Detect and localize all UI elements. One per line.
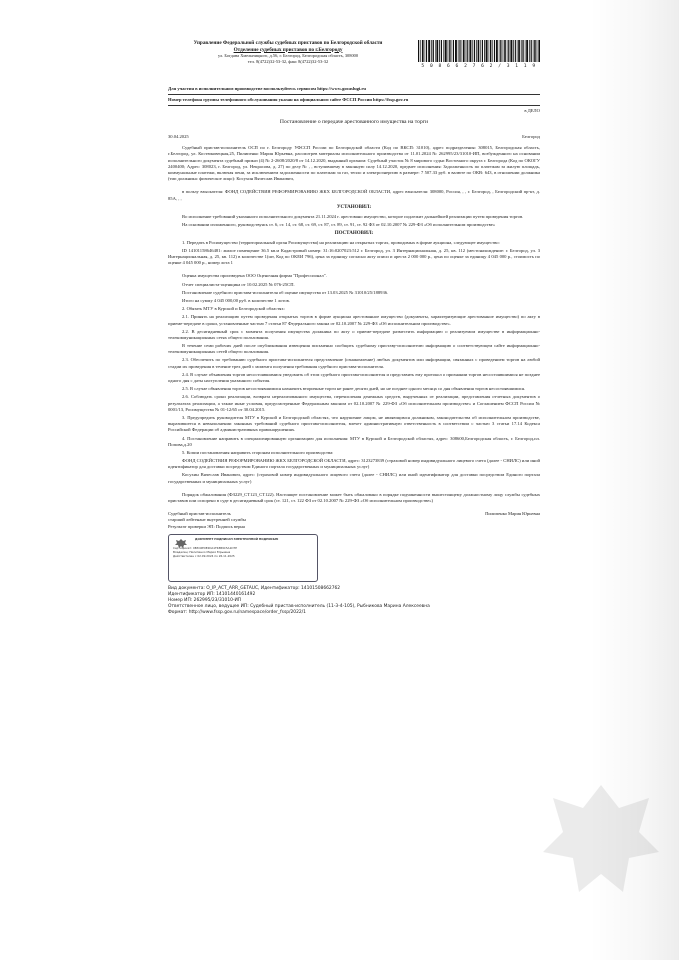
- clause-1: 1. Передать в Росимущество (территориальный орган Росимущества) на реализацию на открытых торгах, проводимых в форме аукциона, следующее имущество:: [182, 239, 500, 245]
- divider: [168, 105, 540, 106]
- signature-check: Результат проверки ЭП: Подпись верна: [168, 523, 245, 529]
- document-title: Постановление о передаче арестованного имущества на торги: [279, 118, 429, 125]
- document-city: Белгород: [522, 134, 540, 140]
- coat-of-arms-icon: [173, 538, 189, 550]
- letterhead: [168, 40, 537, 84]
- clause-2-2b: В течение семи рабочих дней после опубликования извещения письменно сообщить судебному приставу-исполнителю информацию о соответствующем сайте информационно-телекоммуникационных сетей общего пользования.: [168, 343, 540, 355]
- footer-format: Формат: http://www.fssp.gov.ru/namespace/order_fssp/2022/1: [168, 609, 306, 615]
- to-case-mark: в ДЕЛО: [524, 108, 540, 114]
- document-footer: [168, 586, 540, 616]
- acceptance-line: Постановление судебного пристава-исполнителя об оценке имущества от 13.03.2025 № 31010/25/188936.: [182, 289, 389, 295]
- dept-name: Отделение судебных приставов по г.Белгороду: [233, 46, 343, 53]
- resolved-heading: ПОСТАНОВИЛ:: [334, 230, 374, 236]
- report-line: Отчет специалиста-оценщика от 10.02.2025 № 076-25СП.: [182, 281, 295, 287]
- hotline-notice: Номер телефона группы телефонного обслуживания указан на официальном сайте ФССП России https://fssp.gov.ru: [168, 97, 409, 103]
- stamp-lines: [173, 547, 313, 558]
- barcode-icon: [418, 40, 540, 62]
- clause-4: 4. Постановление направить в специализированную организацию для исполнения: МТУ в Курской и Белгородской областях, адрес: 308600,Белгородская область, г. Белгород,пл. Попова,д.20: [168, 435, 540, 447]
- creditor-paragraph: в пользу взыскателя: ФОНД СОДЕЙСТВИЯ РЕФОРМИРОВАНИЮ ЖКХ БЕЛГОРОДСКОЙ ОБЛАСТИ, адрес взыскателя: 308000, Россия, , , г. Белгород, , Белгородский пр-кт, д. 85А, , ,: [168, 189, 540, 201]
- footer-id: Идентификатор ИП: 14101440161492: [168, 591, 256, 597]
- signer-rank: старший лейтенант внутренней службы: [168, 517, 246, 523]
- document-body: [168, 40, 540, 615]
- stamp-line: Действителен с 02.09.2024 по 26.11.2025: [173, 553, 235, 558]
- property-description: ID 14101158646481: жилое помещение 36.5 кв.м Кадастровый номер: 31:16:0207023:512 г. Белгород, ул. 3 Интернациональная, д. 25, кв. 112 (местонахождение: г. Белгород, ул. 3 Интернациональная, д. 25, кв. 112) в количестве 1(шт, Код по ОКЕИ 796), цена за единицу согласно акту описи и ареста 2 000 000 р., цена по оценке за единицу 4 045 000 р., стоимость по оценке 4 045 000 р., номер лота 1: [168, 247, 540, 266]
- org-name: Управление Федеральной службы судебных приставов по Белгородской области: [193, 40, 383, 46]
- clause-5: 5. Копии постановления направить сторонам исполнительного производства:: [182, 449, 334, 455]
- clause-2-6: 2.6. Соблюдать сроки реализации, возврата нереализованного имущества, перечисления денежных средств, вырученных от реализации, представления отчетных документов о результатах реализации, а также иные условия, предусмотренные Федеральным законом от 02.10.2007 № 229-ФЗ «Об исполнительном производстве» и Соглашением ФССП России № 0001/13, Росимущества № 01-12/65 от 30.04.2015.: [168, 394, 540, 412]
- clause-3: 3. Предупредить руководителя МТУ в Курской и Белгородской областях, что нарушение лицом, не являющимся должником, законодательства об исполнительном производстве, выразившееся в невыполнении законных требований судебного пристава-исполнителя, влечет административную ответственность в соответствии с частью 3 статьи 17.14 Кодекса Российской Федерации об административных правонарушениях.: [168, 414, 540, 433]
- party-creditor: ФОНД СОДЕЙСТВИЯ РЕФОРМИРОВАНИЮ ЖКХ БЕЛГОРОДСКОЙ ОБЛАСТИ, адрес: 3123273839 (страховой номер индивидуального лицевого счета (далее - СНИЛС) или иной идентификатор для доставки посредством Единого портала государственных и муниципальных услуг): [168, 458, 540, 470]
- signer-name: Пилипенко Мария Юрьевна: [485, 511, 540, 517]
- clause-2-4: 2.4. В случае объявления торгов несостоявшимися уведомить об этом судебного пристава-исполнителя и представить ему протокол о признании торгов несостоявшимися не позднее одного дня с даты наступления указанного события.: [168, 371, 540, 384]
- clause-2: 2. Обязать МТУ в Курской и Белгородской областях:: [182, 306, 285, 312]
- stamp-line: Сертификат: 0B3C6E0E2DA1F48B9C5A1D7E: [173, 546, 238, 551]
- document-date: 30.04.2025: [168, 134, 189, 140]
- clause-2-1: 2.1. Принять на реализацию путем проведения открытых торгов в форме аукциона арестованное имущество (документы, характеризующие арестованное имущество) по акту в приеме-передаче в сроки, установленные частью 7 статьи 87 Федерального закона от 02.10.2007 № 229-ФЗ «Об исполнительном производстве».: [168, 314, 540, 326]
- clause-2-2: 2.2. В десятидневный срок с момента получения имущества должника по акту о приеме-передаче разместить информацию о реализуемом имуществе в информационно-телекоммуникационных сетях общего пользования.: [168, 328, 540, 340]
- clause-2-5: 2.5. В случае объявления торгов несостоявшимися назначить вторичные торги не ранее десяти дней, но не позднее одного месяца со дня объявления торгов несостоявшимися.: [182, 386, 526, 392]
- footer-responsible: Ответственное лицо, ведущее ИП: Судебный пристав-исполнитель (11-3-4-105), Рыбникова Марина Алексеевна: [168, 603, 430, 609]
- party-debtor: Косухин Вячеслав Иванович, адрес: (страховой номер индивидуального лицевого счета (далее - СНИЛС) или иной идентификатор для доставки посредством Единого портала государственных и муниципальных услуг): [168, 472, 540, 484]
- clause-2-3: 2.3. Обеспечить по требованию судебного пристава-исполнителя представление (ознакомление) любых документов или информации, связанных с проведением торгов на любой стадии их проведения в течение трех дней с момента получения требования судебного пристава-исполнителя.: [168, 357, 540, 369]
- appraisal-line: Оценка имущества произведена ООО Оценочная фирма "Профессионал".: [182, 273, 327, 279]
- total-line: Итого на сумму 4 045 000,00 руб. в количестве 1 лотов.: [182, 297, 290, 303]
- established-paragraph: Во исполнение требований указанного исполнительного документа 21.11.2024 г. арестовано имущество, которое подлежит дальнейшей реализации путем проведения торгов.: [182, 213, 524, 219]
- barcode-number: 5 0 8 6 6 2 7 6 2 / 3 1 1 9: [421, 64, 537, 70]
- stamp-line: Владелец: Пилипенко Мария Юрьевна: [173, 550, 231, 555]
- footer-doc-type: Вид документа: O_IP_ACT_ARR_GETAUC, Идентификатор: 14101508662762: [168, 585, 341, 591]
- page-edge-shadow: [589, 0, 679, 960]
- established-heading: УСТАНОВИЛ:: [336, 204, 372, 210]
- footer-ip-number: Номер ИП: 262995/23/31010-ИП: [168, 597, 242, 603]
- notice-gosuslugi: Для участия в исполнительном производстве воспользуйтесь сервисом https://www.gosuslugi.ru: [168, 86, 366, 91]
- basis-paragraph: На основании изложенного, руководствуясь ст. 6, ст. 14, ст. 68, ст. 69, ст. 87, ст. 89, ст. 91, ст. 92 ФЗ от 02.10.2007 № 229-ФЗ «Об исполнительном производстве»: [182, 221, 496, 227]
- barcode: [418, 40, 540, 70]
- org-address: ул. Богдана Хмельницкого, д.56, г. Белгород, Белгородская область, 308000: [217, 53, 359, 58]
- stamp-title: ДОКУМЕНТ ПОДПИСАН ЭЛЕКТРОННОЙ ПОДПИСЬЮ: [195, 536, 279, 541]
- divider: [168, 94, 540, 95]
- org-contacts: тел. 8(4722)32-53-32, факс 8(4722)32-53-32: [247, 58, 329, 64]
- intro-paragraph: Судебный пристав-исполнитель ОСП по г. Белгороду УФССП России по Белгородской области (Код по ВКСП: 31010), адрес подразделения: 308015, Белгородская область, г.Белгород, ул. Костюковецкая,25, Пилипенко Мария Юрьевна, рассмотрев материалы исполнительного производства от 11.01.2024 № 262995/23/31010-ИП, возбужденного на основании исполнительного документа судебный приказ (4) № 2-2608/2020/8 от 14.12.2020, выданный органом: Судебный участок № 8 мирового судьи Восточного округа г. Белгорода (Код по ОКОГУ 2400400; Адрес: 308023, г. Белгород, ул. Некрасова, д. 27) по делу № , , вступившему в законную силу 14.12.2020, предмет исполнения: Задолженность по платежам за жилую площадь, коммунальные платежи, включая пени, за исключением задолженности по платежам за газ, тепло и электроэнергию в размере: 7 507.33 руб. в валюте по ОКВ: 643, в отношении должника (тип должника: физическое лицо): Косухин Вячеслав Иванович,: [168, 145, 540, 182]
- e-signature-stamp: [168, 534, 318, 582]
- watermark-emblem-icon: [541, 780, 661, 920]
- signer-role: Судебный пристав-исполнитель: [168, 511, 231, 517]
- appeal-procedure: Порядок обжалования (ФЗ229_СТ123_СТ122). Настоящее постановление может быть обжаловано в порядке подчиненности вышестоящему должностному лицу службы судебных приставов или оспорено в суде в десятидневный срок (ст. 121, ст. 122 ФЗ от 02.10.2007 № 229-ФЗ «Об исполнительном производстве»): [168, 491, 540, 504]
